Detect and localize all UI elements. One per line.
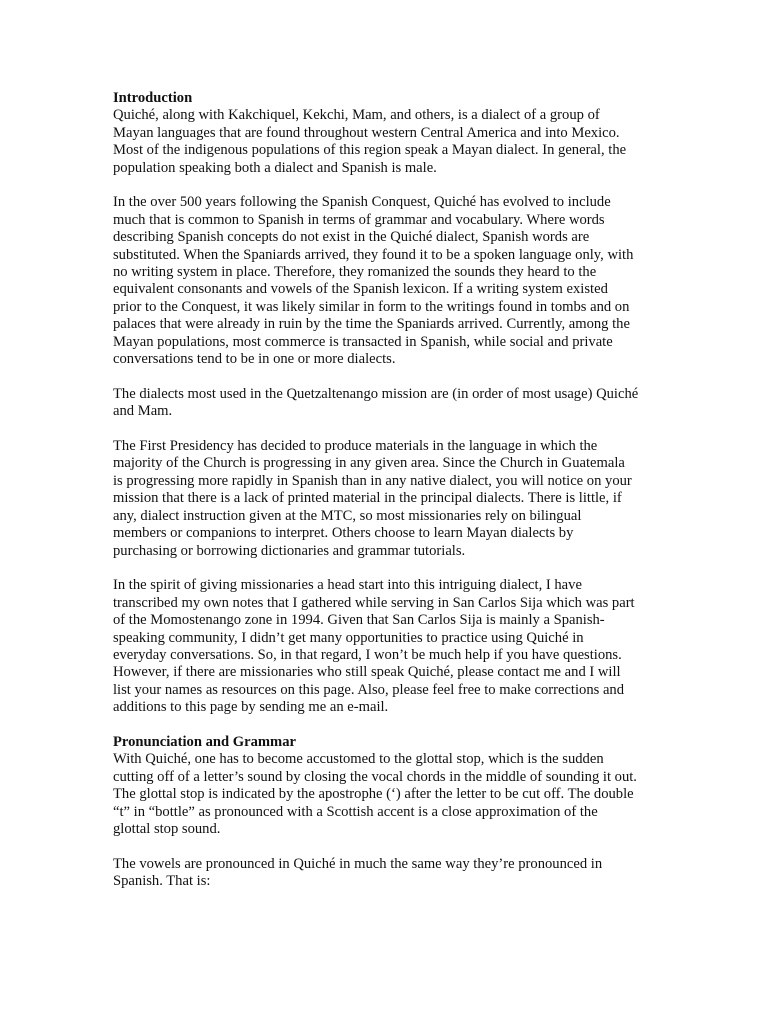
text-line: cutting off of a letter’s sound by closing the vocal chords in the middle of sounding it out. [113,768,637,785]
text-line: With Quiché, one has to become accustomed to the glottal stop, which is the sudden [113,751,604,768]
text-line: no writing system in place. Therefore, they romanized the sounds they heard to the [113,264,597,281]
paragraph [113,386,661,421]
text-line: mission that there is a lack of printed material in the principal dialects. There is little, if [113,490,622,507]
text-line: substituted. When the Spaniards arrived, they found it to be a spoken language only, with [113,246,634,263]
paragraph [113,194,661,368]
text-line: The vowels are pronounced in Quiché in much the same way they’re pronounced in [113,855,603,872]
text-line: transcribed my own notes that I gathered while serving in San Carlos Sija which was part [113,594,635,611]
text-line: Most of the indigenous populations of this region speak a Mayan dialect. In general, the [113,142,627,159]
text-line: any, dialect instruction given at the MTC, so most missionaries rely on bilingual [113,507,582,524]
text-line: The First Presidency has decided to produce materials in the language in which the [113,438,598,455]
text-line: Mayan languages that are found throughout western Central America and into Mexico. [113,124,620,141]
text-line: “t” in “bottle” as pronounced with a Scottish accent is a close approximation of the [113,803,598,820]
section-heading: Introduction [113,90,193,106]
text-line: majority of the Church is progressing in any given area. Since the Church in Guatemala [113,455,625,472]
text-line: everyday conversations. So, in that regard, I won’t be much help if you have questions. [113,646,622,663]
section-pronunciation-and-grammar [113,734,661,838]
text-line: In the over 500 years following the Spanish Conquest, Quiché has evolved to include [113,194,611,211]
paragraph [113,751,661,838]
text-line: The glottal stop is indicated by the apostrophe (‘) after the letter to be cut off. The double [113,786,634,803]
text-line: The dialects most used in the Quetzaltenango mission are (in order of most usage) Quiché [113,385,639,402]
paragraph [113,856,661,891]
text-line: population speaking both a dialect and Spanish is male. [113,159,437,176]
text-line: is progressing more rapidly in Spanish than in any native dialect, you will notice on your [113,472,632,489]
paragraph [113,577,661,716]
text-line: Spanish. That is: [113,873,211,890]
text-line: conversations tend to be in one or more dialects. [113,351,396,368]
text-line: Mayan populations, most commerce is transacted in Spanish, while social and private [113,333,613,350]
text-line: In the spirit of giving missionaries a head start into this intriguing dialect, I have [113,577,582,594]
section-introduction [113,90,661,177]
text-line: additions to this page by sending me an e-mail. [113,699,389,716]
text-line: and Mam. [113,403,173,420]
text-line: equivalent consonants and vowels of the Spanish lexicon. If a writing system existed [113,281,608,298]
text-line: members or companions to interpret. Others choose to learn Mayan dialects by [113,525,574,542]
document-page [113,90,661,908]
text-line: palaces that were already in ruin by the time the Spaniards arrived. Currently, among the [113,316,630,333]
text-line: describing Spanish concepts do not exist in the Quiché dialect, Spanish words are [113,229,590,246]
section-heading: Pronunciation and Grammar [113,733,296,750]
text-line: However, if there are missionaries who still speak Quiché, please contact me and I will [113,664,621,681]
paragraph [113,438,661,560]
text-line: glottal stop sound. [113,820,221,837]
text-line: prior to the Conquest, it was likely similar in form to the writings found in tombs and on [113,298,630,315]
paragraph [113,107,661,177]
text-line: purchasing or borrowing dictionaries and grammar tutorials. [113,542,466,559]
text-line: much that is common to Spanish in terms of grammar and vocabulary. Where words [113,211,605,228]
text-line: speaking community, I didn’t get many opportunities to practice using Quiché in [113,629,584,646]
text-line: Quiché, along with Kakchiquel, Kekchi, Mam, and others, is a dialect of a group of [113,107,600,124]
text-line: list your names as resources on this page. Also, please feel free to make corrections and [113,681,625,698]
text-line: of the Momostenango zone in 1994. Given that San Carlos Sija is mainly a Spanish- [113,612,605,629]
